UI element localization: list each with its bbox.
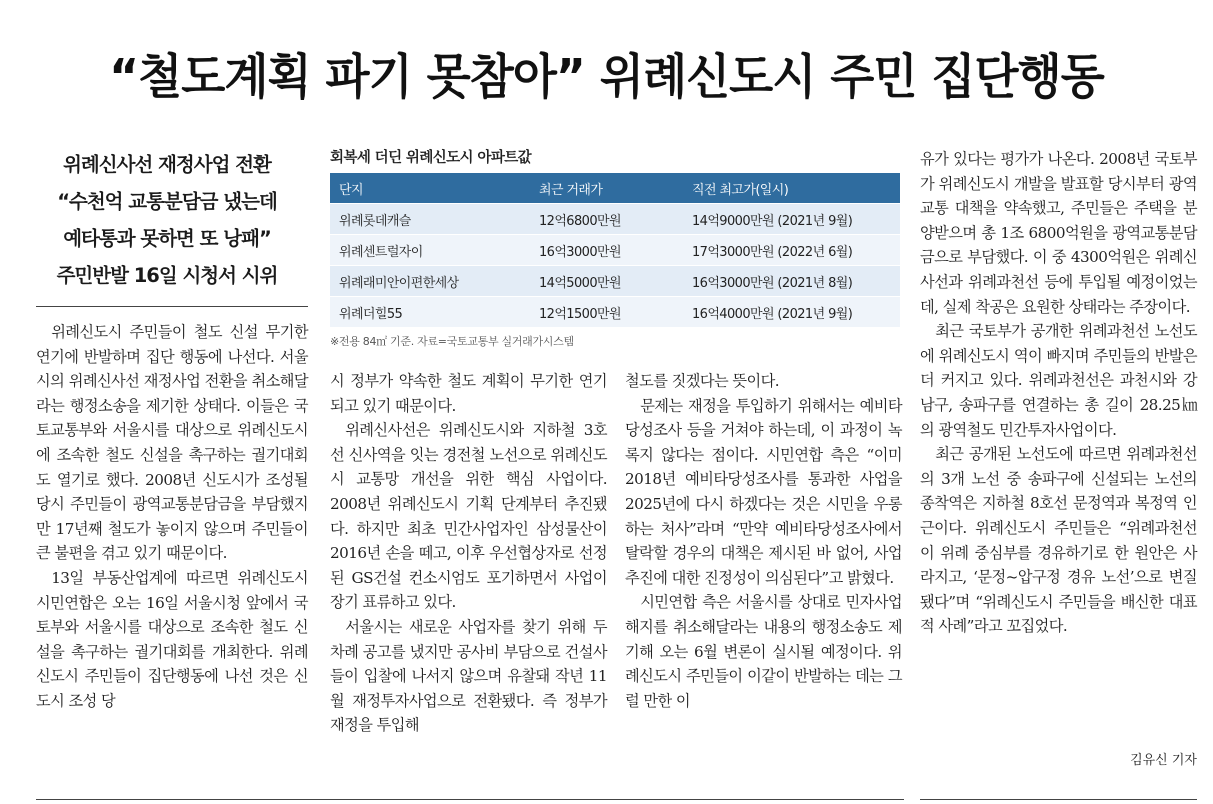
article-column-1 bbox=[36, 320, 308, 714]
article-column-4 bbox=[920, 147, 1197, 639]
bottom-rule-left bbox=[36, 799, 904, 800]
apartment-price-table bbox=[330, 173, 900, 327]
article-paragraph: 서울시는 새로운 사업자를 찾기 위해 두 차례 공고를 냈지만 공사비 부담으로 건설사들이 입찰에 나서지 않으며 유찰돼 작년 11월 재정투자사업으로 전환됐다. 즉 정부가 재정을 투입해 bbox=[330, 617, 607, 735]
article-paragraph: 위례신도시 주민들이 철도 신설 무기한 연기에 반발하며 집단 행동에 나선다. 서울시의 위례신사선 재정사업 전환을 취소해달라는 행정소송을 제기한 상태다. 이들은 국토교통부와 서울시를 대상으로 위례신도시에 조속한 철도 신설을 촉구하는 궐기대회도 열기로 했다. 2008년 신도시가 조성될 당시 주민들이 광역교통분담금을 부담했지만 17년째 철도가 놓이지 않으며 주민들이 큰 불편을 겪고 있기 때문이다. bbox=[36, 323, 308, 563]
table-cell: 16억4000만원 (2021년 9월) bbox=[683, 297, 900, 328]
table-header-row bbox=[330, 173, 900, 204]
table-row bbox=[330, 204, 900, 235]
table-cell: 12억1500만원 bbox=[530, 297, 683, 328]
apartment-price-table-box bbox=[330, 147, 900, 349]
table-cell: 12억6800만원 bbox=[530, 204, 683, 235]
article-paragraph: 문제는 재정을 투입하기 위해서는 예비타당성조사 등을 거쳐야 하는데, 이 과정이 녹록지 않다는 점이다. 시민연합 측은 “이미 2018년 예비타당성조사를 통과한 사업을 2025년에 다시 하겠다는 것은 시민을 우롱하는 처사”라며 “만약 예비타당성조사에서 탈락할 경우의 대책은 제시된 바 없어, 사업 추진에 대한 진정성이 의심된다”고 밝혔다. bbox=[625, 396, 902, 587]
subheadline-line: 예타통과 못하면 또 낭패” bbox=[63, 227, 271, 250]
table-cell: 14억9000만원 (2021년 9월) bbox=[683, 204, 900, 235]
article-paragraph: 유가 있다는 평가가 나온다. 2008년 국토부가 위례신도시 개발을 발표할 당시부터 광역교통 대책을 약속했고, 주민들은 주택을 분양받으며 총 1조 6800억원을 광역교통분담금으로 부담했다. 이 중 4300억원은 위례신사선과 위례과천선 등에 투입될 예정이었는데, 실제 착공은 요원한 상태라는 주장이다. bbox=[920, 150, 1197, 316]
table-cell: 16억3000만원 bbox=[530, 235, 683, 266]
table-header-cell: 직전 최고가(일시) bbox=[683, 173, 900, 204]
headline: “철도계획 파기 못참아” 위례신도시 주민 집단행동 bbox=[109, 49, 1104, 105]
table-header-cell: 최근 거래가 bbox=[530, 173, 683, 204]
table-cell: 위례더힐55 bbox=[330, 297, 530, 328]
article-paragraph: 13일 부동산업계에 따르면 위례신도시시민연합은 오는 16일 서울시청 앞에서 국토부와 서울시를 대상으로 조속한 철도 신설을 촉구하는 궐기대회를 개최한다. 위례신도시 주민들이 집단행동에 나선 것은 신도시 조성 당 bbox=[36, 568, 308, 710]
byline: 김유신 기자 bbox=[1130, 753, 1197, 768]
subheadline-line: 주민반발 16일 시청서 시위 bbox=[56, 264, 278, 287]
table-cell: 위례롯데캐슬 bbox=[330, 204, 530, 235]
table-row bbox=[330, 235, 900, 266]
table-cell: 위례센트럴자이 bbox=[330, 235, 530, 266]
table-title: 회복세 더딘 위례신도시 아파트값 bbox=[330, 150, 532, 166]
table-row bbox=[330, 266, 900, 297]
table-cell: 14억5000만원 bbox=[530, 266, 683, 297]
article-paragraph: 시민연합 측은 서울시를 상대로 민자사업 해지를 취소해달라는 내용의 행정소송도 제기해 오는 6월 변론이 실시될 예정이다. 위례신도시 주민들이 이같이 반발하는 데는 그럴 만한 이 bbox=[625, 593, 902, 710]
article-paragraph: 위례신사선은 위례신도시와 지하철 3호선 신사역을 잇는 경전철 노선으로 위례신도시 교통망 개선을 위한 핵심 사업이다. 2008년 위례신도시 기획 단계부터 추진됐다. 하지만 최초 민간사업자인 삼성물산이 2016년 손을 떼고, 이후 우선협상자로 선정된 GS건설 컨소시엄도 포기하면서 사업이 장기 표류하고 있다. bbox=[330, 421, 607, 612]
bottom-rule-right bbox=[920, 799, 1197, 800]
table-header-cell: 단지 bbox=[330, 173, 530, 204]
article-paragraph: 시 정부가 약속한 철도 계획이 무기한 연기되고 있기 때문이다. bbox=[330, 372, 607, 415]
article-column-2 bbox=[330, 369, 607, 738]
article-paragraph: 최근 공개된 노선도에 따르면 위례과천선의 3개 노선 중 송파구에 신설되는 노선의 종착역은 지하철 8호선 문정역과 복정역 인근이다. 위례신도시 주민들은 “위례과천선이 위례 중심부를 경유하기로 한 원안은 사라지고, ‘문정~압구정 경유 노선’으로 변질됐다”며 “위례신도시 주민들을 배신한 대표적 사례”라고 꼬집었다. bbox=[920, 445, 1197, 636]
table-cell: 16억3000만원 (2021년 8월) bbox=[683, 266, 900, 297]
article-paragraph: 최근 국토부가 공개한 위례과천선 노선도에 위례신도시 역이 빠지며 주민들의 반발은 더 커지고 있다. 위례과천선은 과천시와 강남구, 송파구를 연결하는 총 길이 28.25㎞의 광역철도 민간투자사업이다. bbox=[920, 322, 1197, 439]
table-row bbox=[330, 297, 900, 328]
subheadline-line: “수천억 교통분담금 냈는데 bbox=[57, 190, 277, 213]
subheadline-divider bbox=[36, 306, 308, 307]
article-paragraph: 철도를 짓겠다는 뜻이다. bbox=[625, 372, 780, 390]
subheadline-line: 위례신사선 재정사업 전환 bbox=[63, 153, 271, 176]
subheadline-block bbox=[36, 146, 298, 294]
table-cell: 위례래미안이편한세상 bbox=[330, 266, 530, 297]
table-source-note: ※전용 84㎡ 기준. 자료=국토교통부 실거래가시스템 bbox=[330, 335, 574, 348]
article-column-3 bbox=[625, 369, 902, 713]
table-cell: 17억3000만원 (2022년 6월) bbox=[683, 235, 900, 266]
